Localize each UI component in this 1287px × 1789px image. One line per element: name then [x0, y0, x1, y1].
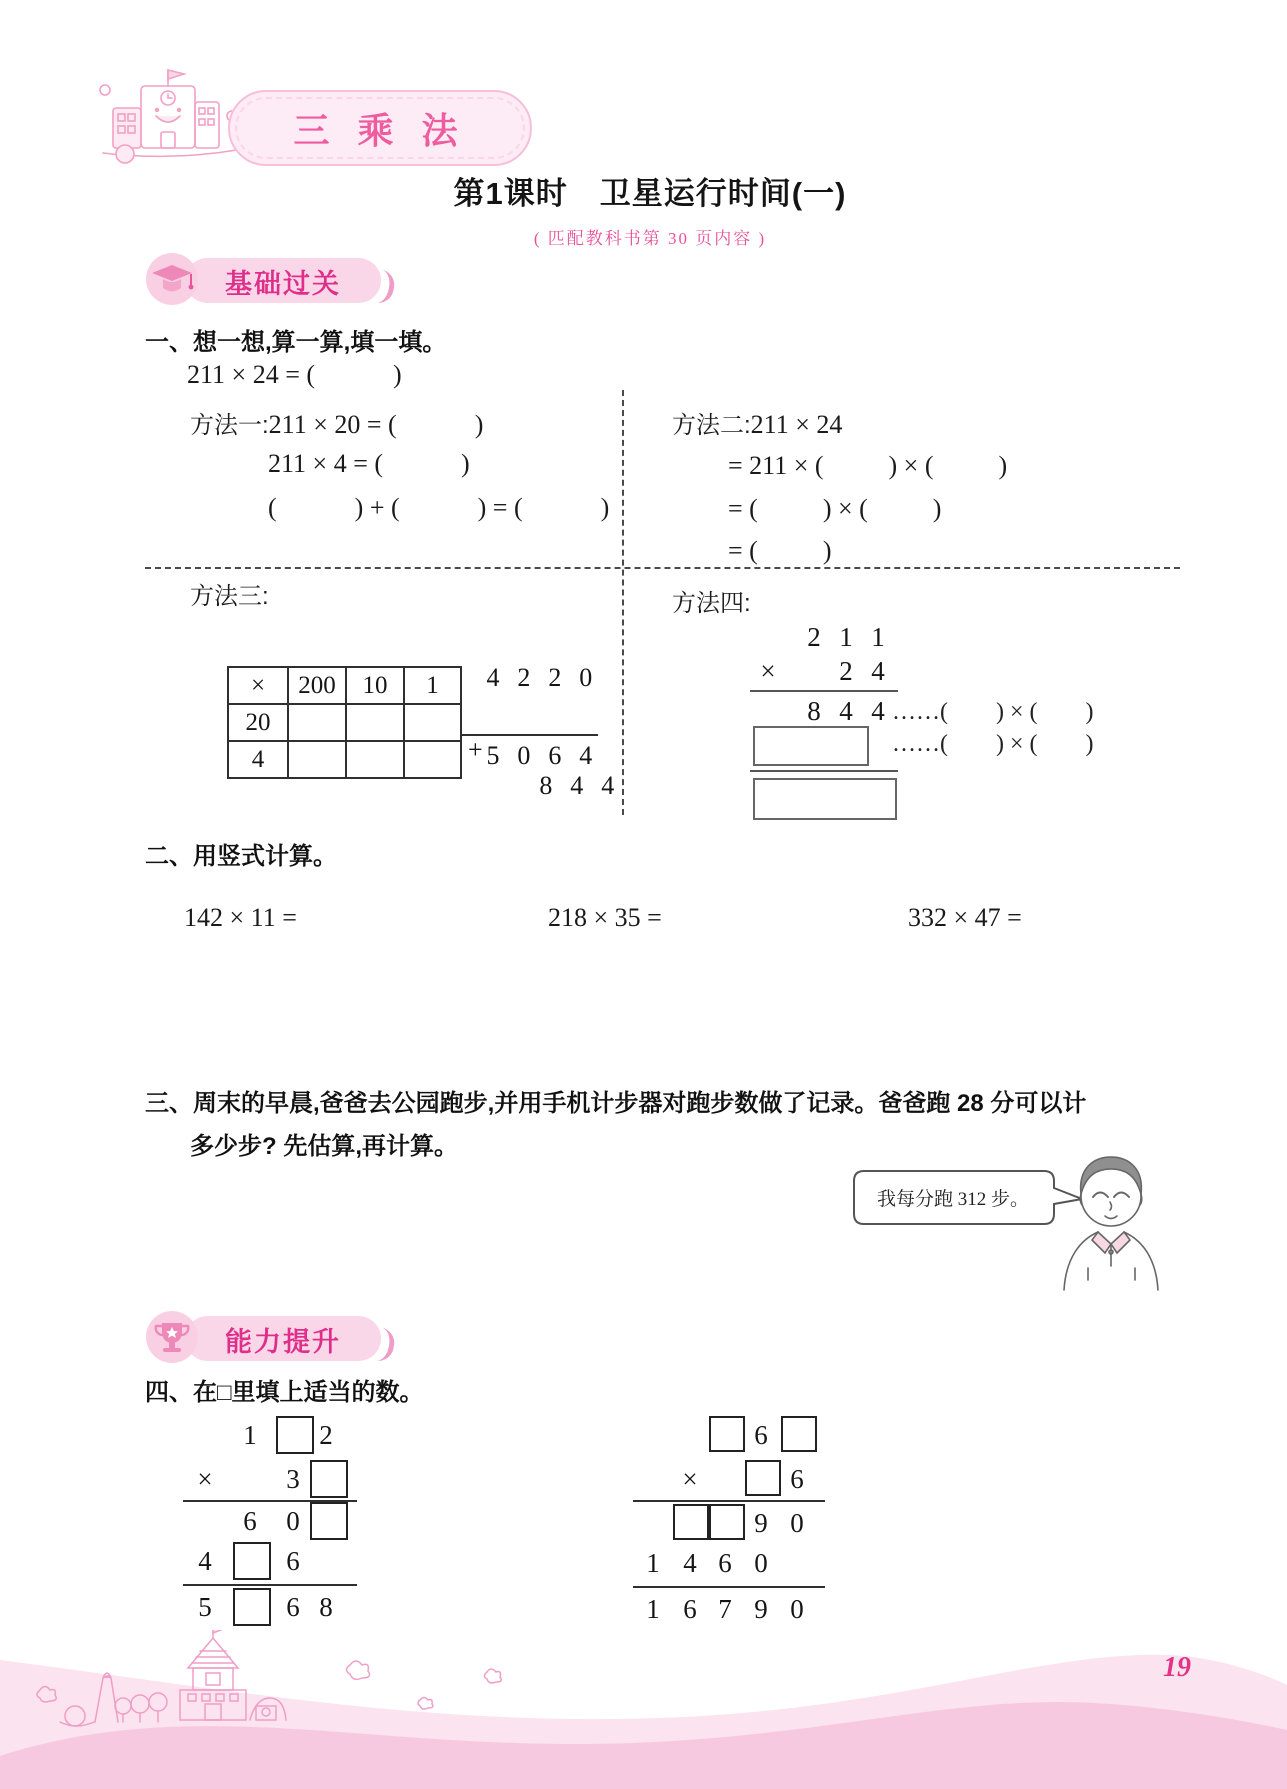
section-badge-basic	[145, 252, 385, 308]
q4-answer-box[interactable]	[673, 1504, 709, 1540]
q4-answer-box[interactable]	[781, 1416, 817, 1452]
q4-digit: 2	[319, 1420, 333, 1450]
method2-line2: = 211 × ( ) × ( )	[728, 451, 1008, 480]
method1-line1: 211 × 20 = ( )	[268, 410, 484, 439]
m3-answer-cell[interactable]	[288, 704, 346, 741]
q4-rule	[633, 1500, 825, 1502]
q2-item-2: 218 × 35 =	[548, 903, 662, 932]
trophy-icon	[145, 1310, 199, 1364]
m3-header-1: 1	[404, 667, 461, 704]
q1-stem: 一、想一想,算一算,填一填。	[145, 329, 447, 356]
q4-digit: 4	[683, 1548, 697, 1578]
school-illustration	[95, 58, 245, 166]
q4-digit: 5	[198, 1592, 212, 1622]
section-title-advanced: 能力提升	[225, 1327, 341, 1357]
lesson-subtitle: ( 匹配教科书第 30 页内容 )	[533, 229, 767, 248]
q3-stem-line2: 多少步? 先估算,再计算。	[190, 1133, 458, 1160]
footer-decoration	[0, 1630, 1287, 1789]
q4-digit: 4	[198, 1546, 212, 1576]
m3-rowlabel-20: 20	[228, 704, 288, 741]
m3-answer-cell[interactable]	[404, 741, 461, 778]
q4-digit: 6	[718, 1548, 732, 1578]
q1-horizontal-divider	[145, 567, 1180, 569]
q4-digit: 9	[754, 1594, 768, 1624]
q4-digit: 9	[754, 1508, 768, 1538]
method2-line4: = ( )	[728, 536, 832, 565]
method1-line3: ( ) + ( ) = ( )	[268, 493, 610, 522]
q4-left-multiplication	[183, 1418, 359, 1633]
q1-line1: 211 × 24 = ( )	[187, 360, 402, 389]
method2-line1: 211 × 24	[750, 410, 843, 439]
q4-digit: 1	[646, 1594, 660, 1624]
q4-digit: 8	[319, 1592, 333, 1622]
m3-rowlabel-4: 4	[228, 741, 288, 778]
q4-digit: 6	[286, 1592, 300, 1622]
m4-digit: 2	[839, 656, 853, 686]
q4-answer-box[interactable]	[745, 1460, 781, 1496]
method3-addition	[466, 660, 620, 800]
m4-times-sign: ×	[760, 656, 776, 686]
m4-note2: ……( ) × ( )	[892, 731, 1094, 757]
m4-digit: 2	[807, 622, 821, 652]
q4-digit: 0	[286, 1506, 300, 1536]
q1-method1-row	[190, 405, 483, 440]
unit-title: 三 乘 法	[293, 109, 467, 151]
q4-times-sign: ×	[682, 1464, 698, 1494]
q4-answer-box[interactable]	[310, 1460, 348, 1498]
q4-digit: 1	[646, 1548, 660, 1578]
m4-answer-box-2[interactable]	[753, 778, 897, 820]
lesson-title: 第1课时 卫星运行时间(一)	[453, 176, 847, 211]
m4-digit: 4	[871, 656, 885, 686]
q4-answer-box[interactable]	[310, 1502, 348, 1540]
q4-rule	[183, 1584, 357, 1586]
q2-stem: 二、用竖式计算。	[145, 843, 337, 870]
method1-line2: 211 × 4 = ( )	[268, 449, 470, 478]
q2-item-3: 332 × 47 =	[908, 903, 1022, 932]
m4-rule-1	[750, 690, 898, 692]
q4-digit: 0	[790, 1594, 804, 1624]
m4-digit: 4	[839, 696, 853, 726]
m3-header-times: ×	[228, 667, 288, 704]
q4-digit: 6	[790, 1464, 804, 1494]
m3-answer-cell[interactable]	[404, 704, 461, 741]
q2-item-1: 142 × 11 =	[184, 903, 297, 932]
m4-note1: ……( ) × ( )	[892, 699, 1094, 725]
m3-header-200: 200	[288, 667, 346, 704]
section-badge-advanced	[145, 1310, 385, 1366]
method3-grid-table	[227, 666, 462, 779]
q4-digit: 3	[286, 1464, 300, 1494]
q4-rule	[633, 1586, 825, 1588]
q4-digit: 6	[754, 1420, 768, 1450]
section-title-basic: 基础过关	[225, 269, 341, 299]
plus-sign: +	[468, 735, 483, 764]
page-number: 19	[1163, 1652, 1191, 1683]
bubble-text: 我每分跑 312 步。	[876, 1189, 1029, 1210]
m4-digit: 8	[807, 696, 821, 726]
method2-label: 方法二:	[672, 412, 751, 439]
q4-answer-box[interactable]	[233, 1588, 271, 1626]
method4-vertical-multiplication	[620, 612, 1140, 822]
q4-times-sign: ×	[197, 1464, 213, 1494]
method2-line3: = ( ) × ( )	[728, 494, 942, 523]
m3-answer-cell[interactable]	[346, 704, 404, 741]
m4-rule-2	[750, 770, 898, 772]
m3-answer-cell[interactable]	[288, 741, 346, 778]
m3-addend1: 4 2 2 0	[486, 663, 598, 692]
q3-stem-line1: 三、周末的早晨,爸爸去公园跑步,并用手机计步器对跑步数做了记录。爸爸跑 28 分可以计	[145, 1090, 1087, 1117]
graduation-cap-icon	[145, 252, 199, 306]
q4-digit: 0	[790, 1508, 804, 1538]
q4-stem: 四、在□里填上适当的数。	[145, 1379, 424, 1406]
q4-digit: 6	[683, 1594, 697, 1624]
m3-sum: 5 0 6 4	[486, 741, 598, 770]
q4-digit: 0	[754, 1548, 768, 1578]
m4-digit: 1	[871, 622, 885, 652]
q4-digit: 1	[243, 1420, 257, 1450]
dad-illustration	[1036, 1148, 1186, 1293]
method3-label: 方法三:	[190, 583, 269, 610]
q4-digit: 6	[286, 1546, 300, 1576]
m4-digit: 1	[839, 622, 853, 652]
m4-answer-box-1[interactable]	[753, 726, 869, 766]
q1-method2-row	[672, 405, 842, 440]
m3-header-10: 10	[346, 667, 404, 704]
method4-label: 方法四:	[672, 590, 751, 617]
q4-digit: 7	[718, 1594, 732, 1624]
q4-right-multiplication	[633, 1418, 828, 1633]
q4-digit: 6	[243, 1506, 257, 1536]
q4-answer-box[interactable]	[233, 1542, 271, 1580]
m3-addend2: 8 4 4	[539, 771, 620, 800]
badge-tail	[370, 1326, 397, 1363]
q4-answer-box[interactable]	[709, 1416, 745, 1452]
method1-label: 方法一:	[190, 412, 269, 439]
m3-answer-cell[interactable]	[346, 741, 404, 778]
badge-tail	[370, 268, 397, 305]
unit-title-banner	[228, 90, 532, 166]
q4-answer-box[interactable]	[709, 1504, 745, 1540]
m4-digit: 4	[871, 696, 885, 726]
